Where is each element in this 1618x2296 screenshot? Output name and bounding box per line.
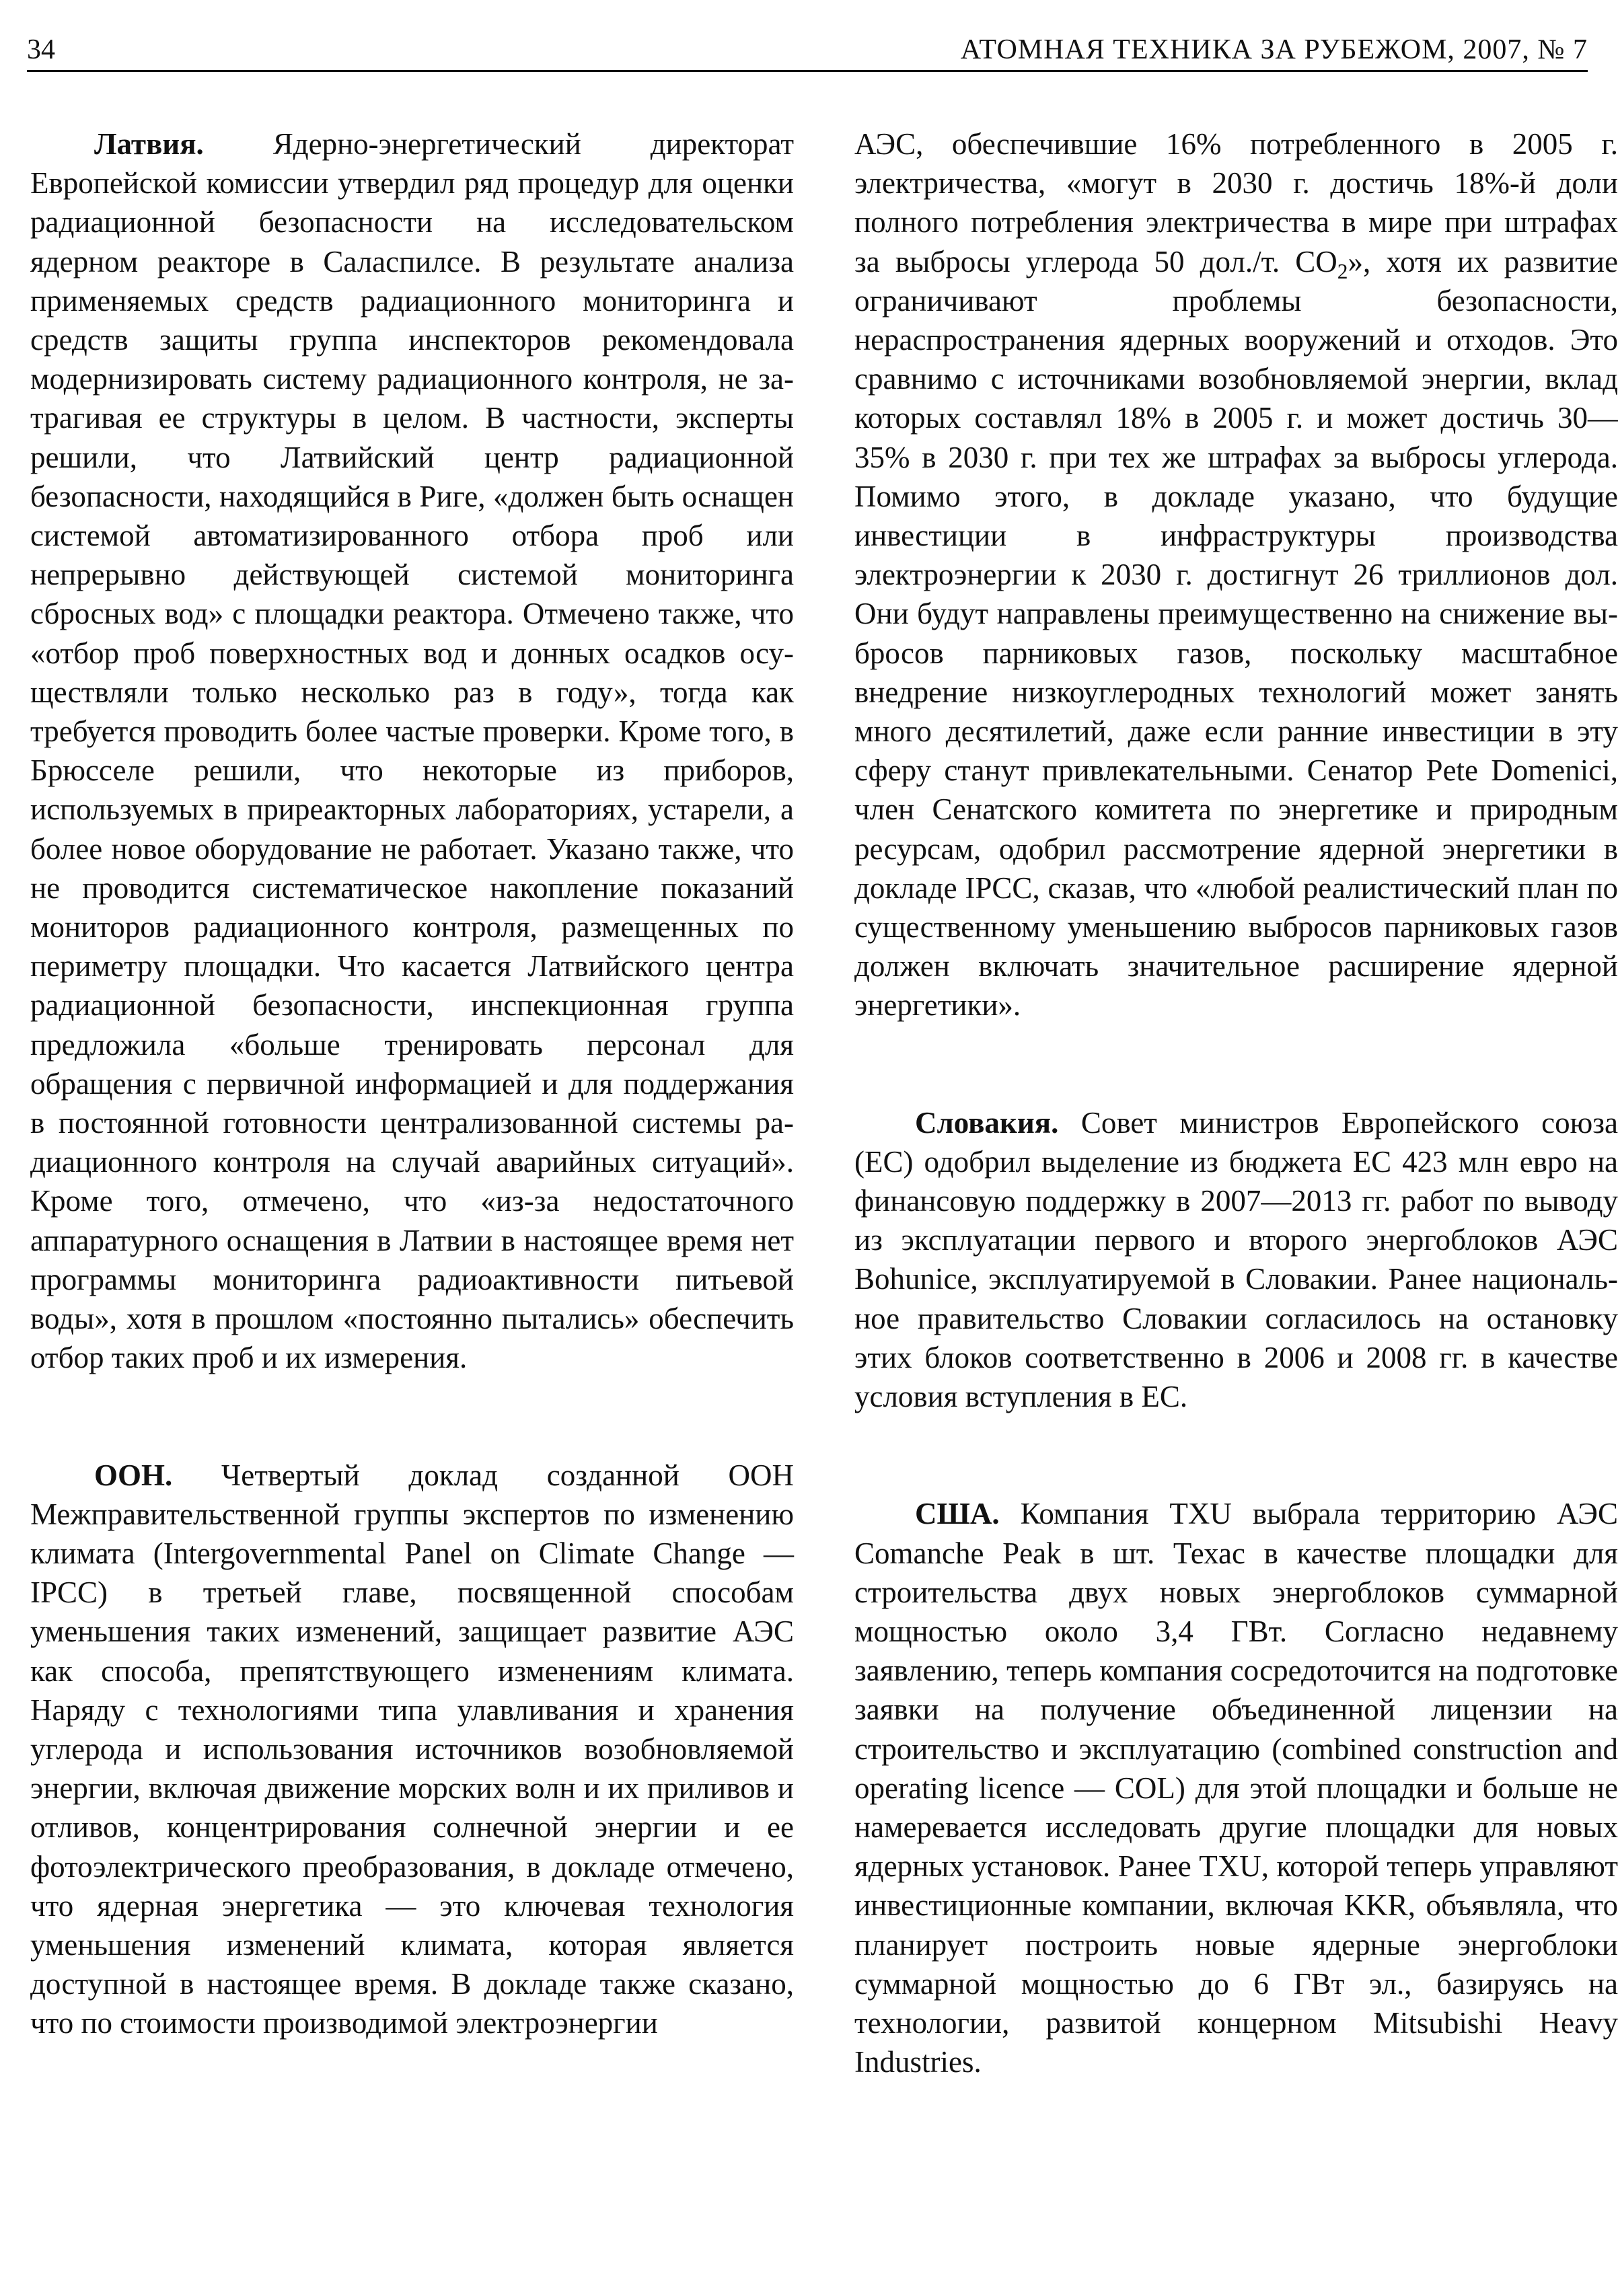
article-title-usa: США. xyxy=(915,1497,1000,1531)
article-usa xyxy=(854,1494,1618,2081)
left-column xyxy=(30,124,794,2043)
article-un-continued xyxy=(854,124,1618,1025)
article-text-latvia: Ядерно-энергетический директорат Европейской комиссии утвердил ряд процедур для оценки радиационной безопасности на исследовательском ядерном реакторе в Саласпилсе. В результате анализа применяемых средств радиационного мониторинга и средств защиты группа инспекторов рекомендовала модернизировать систему радиационного контроля, не затрагивая ее структуры в целом. В частности, эксперты решили, что Латвийский центр радиационной безопасности, находящийся в Риге, «должен быть оснащен системой автоматизированного отбора проб или непрерывно действующей системой мониторинга сбросных вод» с площадки реактора. Отмечено также, что «отбор проб поверхностных вод и донных осадков осуществляли только несколько раз в году», тогда как требуется проводить более частые проверки. Кроме того, в Брюсселе решили, что некоторые из приборов, используемых в приреакторных лабораториях, устарели, а более новое оборудование не работает. Указано также, что не проводится систематическое накопление показаний мониторов радиационного контроля, размещенных по периметру площадки. Что касается Латвийского центра радиационной безопасности, инспекционная группа предложила «больше тренировать персонал для обращения с первичной информацией и для поддержания в постоянной готовности централизованной системы радиационного контроля на случай аварийных ситуаций». Кроме того, отмечено, что «из-за недостаточного аппаратурного оснащения в Латвии в настоящее время нет программы мониторинга радиоактивности питьевой воды», хотя в прошлом «постоянно пытались» обеспечить отбор таких проб и их измерения. xyxy=(30,127,794,1375)
article-text-usa: Компания TXU выбрала территорию АЭС Comanche Peak в шт. Техас в качестве площадки для строительства двух новых энергоблоков суммарной мощностью около 3,4 ГВт. Согласно недавнему заявлению, теперь компания сосредоточится на подготовке заявки на получение объединенной лицензии на строительство и эксплуатацию (combined construction and operating licence — COL) для этой площадки и больше не намеревается исследовать другие площадки для новых ядерных установок. Ранее TXU, которой теперь управляют инвестиционные компании, включая KKR, объявляла, что планирует построить новые ядерные энергоблоки суммарной мощностью до 6 ГВт эл., базируясь на технологии, развитой концерном Mitsubishi Heavy Industries. xyxy=(854,1497,1618,2079)
co2-subscript: 2 xyxy=(1337,259,1348,283)
article-slovakia xyxy=(854,1103,1618,1417)
page-header xyxy=(27,30,1588,72)
right-column xyxy=(854,124,1618,2081)
article-title-un: ООН. xyxy=(94,1458,173,1492)
article-text-un-continued-part1: АЭС, обеспечившие 16% потребленного в 2005 г. электричества, «могут в 2030 г. достичь 18%-й доли полного потребления электричества в мире при штрафах за выбросы углерода 50 дол./т. CO xyxy=(854,127,1618,279)
journal-title: АТОМНАЯ ТЕХНИКА ЗА РУБЕЖОМ, 2007, № 7 xyxy=(960,34,1588,65)
article-title-slovakia: Словакия. xyxy=(915,1105,1059,1140)
article-text-un: Четвертый доклад созданной ООН Межправительственной группы экспертов по изменению климата (Intergovernmental Panel on Climate Change — IPCC) в третьей главе, посвященной способам уменьшения таких изменений, защищает развитие АЭС как способа, препятствующего изменениям климата. Наряду с технологиями типа улавливания и хранения углерода и использования источников возобновляемой энергии, включая движение морских волн и их приливов и отливов, концентрирования солнечной энергии и ее фотоэлектрического преобразования, в докладе отмечено, что ядерная энергетика — это ключевая технология уменьшения изменений климата, которая является доступной в настоящее время. В докладе также сказано, что по стоимости производимой электроэнергии xyxy=(30,1458,794,2040)
article-un xyxy=(30,1456,794,2043)
article-latvia xyxy=(30,124,794,1378)
article-text-slovakia: Совет министров Европейского союза (ЕС) одобрил выделение из бюджета ЕС 423 млн евро на финансовую поддержку в 2007—2013 гг. работ по выводу из эксплуатации первого и второго энергоблоков АЭС Bohunice, эксплуатируемой в Словакии. Ранее национальное правительство Словакии согласилось на остановку этих блоков соответственно в 2006 и 2008 гг. в качестве условия вступления в ЕС. xyxy=(854,1105,1618,1414)
article-text-un-continued-part2: », хотя их развитие ограничивают проблемы безопасности, нераспространения ядерных вооружений и отходов. Это сравнимо с источниками возобновляемой энергии, вклад которых составлял 18% в 2005 г. и может достичь 30—35% в 2030 г. при тех же штрафах за выбросы углерода. Помимо этого, в докладе указано, что будущие инвестиции в инфраструктуры производства электроэнергии к 2030 г. достигнут 26 триллионов дол. Они будут направлены преимущественно на снижение выбросов парниковых газов, поскольку масштабное внедрение низкоуглеродных технологий может занять много десятилетий, даже если ранние инвестиции в эту сферу станут привлекательными. Сенатор Pete Domenici, член Сенатского комитета по энергетике и природным ресурсам, одобрил рассмотрение ядерной энергетики в докладе IPCC, сказав, что «любой реалистический план по существенному уменьшению выбросов парниковых газов должен включать значительное расширение ядерной энергетики». xyxy=(854,244,1618,1023)
article-title-latvia: Латвия. xyxy=(94,127,204,161)
page-number: 34 xyxy=(27,34,55,65)
